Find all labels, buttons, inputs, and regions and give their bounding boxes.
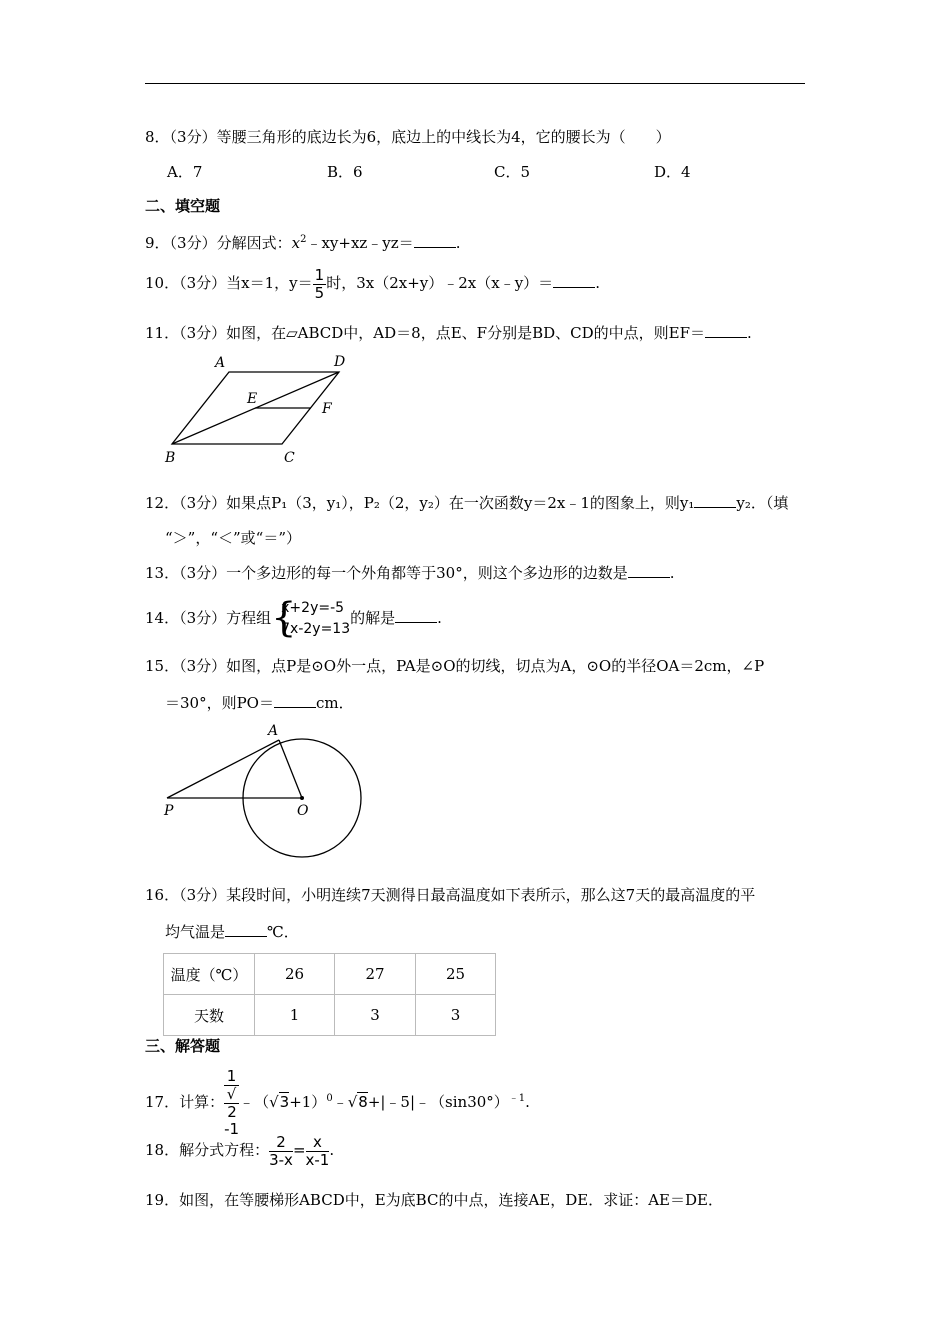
q14-end: .: [437, 609, 442, 627]
table-cell: 25: [416, 954, 496, 995]
table-row: [164, 995, 496, 1036]
label-b: B: [165, 450, 176, 466]
option-d[interactable]: D．4: [654, 163, 691, 181]
q10-frac-den: 5: [314, 283, 325, 302]
q18-right-fraction: [306, 1134, 330, 1169]
question-16-line2: [165, 922, 299, 942]
answer-blank[interactable]: [225, 922, 267, 937]
q18-l-den: 3-x: [269, 1150, 293, 1169]
label-a: A: [268, 723, 279, 739]
q12-line1: 12．（3分）如果点P₁（3，y₁），P₂（2，y₂）在一次函数y＝2x﹣1的图象上，则y₁: [145, 494, 695, 512]
q18-end: .: [329, 1141, 335, 1159]
q14-eq2: 7x-2y=13: [281, 621, 351, 637]
q15-line2-pre: ＝30°，则PO＝: [165, 694, 274, 712]
question-15: 15．（3分）如图，点P是⊙O外一点，PA是⊙O的切线，切点为A，⊙O的半径OA＝2cm，∠P: [145, 657, 765, 675]
option-b[interactable]: B．6: [327, 163, 363, 181]
q12-line2: “＞”，“＜”或“＝”）: [165, 529, 302, 547]
q18-r-num: x: [306, 1134, 330, 1152]
option-c[interactable]: C．5: [494, 163, 531, 181]
question-19: 19．如图，在等腰梯形ABCD中，E为底BC的中点，连接AE，DE．求证：AE＝DE．: [145, 1191, 723, 1209]
q10-end: .: [595, 274, 600, 292]
q10-x-eq: x＝1，: [241, 274, 290, 292]
section-fill-in: 二、填空题: [145, 197, 221, 215]
question-16: 16．（3分）某段时间，小明连续7天测得日最高温度如下表所示，那么这7天的最高温度的平: [145, 886, 756, 904]
label-d: D: [334, 354, 346, 370]
question-12: [145, 493, 788, 513]
table-header-cell: 温度（℃）: [164, 954, 255, 995]
question-9: [145, 230, 460, 253]
circle-tangent-figure: [160, 718, 370, 863]
q17-rad3: 3: [279, 1093, 290, 1111]
answer-blank[interactable]: [705, 323, 747, 338]
label-o: O: [297, 803, 309, 819]
q17-part3: +1）: [289, 1093, 327, 1111]
question-15-line2: [165, 693, 354, 713]
q17-prefix: 17．计算：: [145, 1093, 225, 1111]
answer-blank[interactable]: [395, 608, 437, 623]
section-solutions: 三、解答题: [145, 1037, 221, 1055]
q11-end: .: [746, 324, 752, 342]
q17-part5: +|﹣5|﹣（sin30°）: [367, 1093, 509, 1111]
sqrt8: √8: [347, 1093, 368, 1111]
q18-left-fraction: [269, 1134, 293, 1169]
table-cell: 26: [255, 954, 335, 995]
q17-exp-neg1: ﹣1: [508, 1093, 526, 1104]
q14-eq1: x+2y=-5: [281, 600, 345, 616]
table-cell: 3: [416, 995, 496, 1036]
temperature-table: [163, 953, 496, 1036]
table-cell: 27: [335, 954, 416, 995]
equation-system: [271, 595, 351, 641]
q14-prefix: 14．（3分）方程组: [145, 609, 272, 627]
q9-exp: 2: [300, 234, 307, 245]
q9-end: .: [455, 234, 461, 252]
table-header-cell: 天数: [164, 995, 255, 1036]
q13-text: 13．（3分）一个多边形的每一个外角都等于30°，则这个多边形的边数是: [145, 564, 628, 582]
q16-line2-post: ℃．: [267, 923, 299, 941]
answer-blank[interactable]: [628, 563, 670, 578]
answer-blank[interactable]: [274, 693, 316, 708]
label-e: E: [247, 391, 258, 407]
q18-prefix: 18．解分式方程：: [145, 1141, 270, 1159]
parallelogram-figure: [160, 350, 360, 470]
brace-icon: {: [271, 595, 297, 641]
label-f: F: [322, 401, 332, 417]
question-18: [145, 1128, 334, 1172]
q18-r-den: x-1: [305, 1150, 330, 1169]
q11-text: 11．（3分）如图，在▱ABCD中，AD＝8，点E、F分别是BD、CD的中点，则EF＝: [145, 324, 705, 342]
question-8-text: 8．（3分）等腰三角形的底边长为6，底边上的中线长为4，它的腰长为（ ）: [145, 128, 671, 146]
q16-line2-pre: 均气温是: [165, 923, 226, 941]
q10-fraction: [313, 267, 327, 302]
radius-oa: [279, 740, 302, 798]
q17-den-rest: -1: [224, 1120, 240, 1138]
q17-part2: ﹣（: [239, 1093, 270, 1111]
label-p: P: [164, 803, 174, 819]
q17-frac-den: √ 2 -1: [224, 1085, 240, 1138]
q17-part4: ﹣: [332, 1093, 348, 1111]
sqrt3: √3: [269, 1093, 290, 1111]
table-row: [164, 954, 496, 995]
q10-y-eq: y＝: [289, 274, 313, 292]
tangent-pa: [167, 740, 279, 798]
q10-expr: 时，3x（2x+y）﹣2x（x﹣y）＝: [326, 274, 554, 292]
q18-eq: =: [292, 1141, 306, 1159]
q17-exp0: 0: [326, 1093, 333, 1104]
q17-radicand: 2: [224, 1103, 239, 1121]
q17-rad8: 8: [358, 1093, 368, 1111]
answer-blank[interactable]: [414, 233, 456, 248]
table-cell: 1: [255, 995, 335, 1036]
q9-expr: ﹣xy+xz﹣yz＝: [306, 234, 414, 252]
answer-blank[interactable]: [553, 273, 595, 288]
table-cell: 3: [335, 995, 416, 1036]
question-9-prefix: 9．（3分）分解因式：: [145, 234, 292, 252]
q13-end: .: [669, 564, 675, 582]
question-10: [145, 266, 600, 302]
q9-x: x: [291, 234, 301, 252]
q18-l-num: 2: [269, 1134, 293, 1152]
label-c: C: [284, 450, 295, 466]
q17-frac-num: 1: [224, 1068, 239, 1086]
answer-blank[interactable]: [694, 493, 736, 508]
q14-suffix: 的解是: [350, 609, 396, 627]
q10-frac-num: 1: [314, 265, 325, 284]
question-11: [145, 323, 752, 343]
q15-line2-post: cm．: [315, 694, 354, 712]
q17-end: .: [525, 1093, 530, 1111]
question-8: [145, 127, 671, 147]
center-point: [300, 796, 304, 800]
header-rule: [145, 83, 805, 84]
question-14: [145, 596, 442, 640]
q10-prefix: 10．（3分）当: [145, 274, 242, 292]
label-a: A: [215, 355, 226, 371]
question-13: [145, 563, 675, 583]
q12-line1-end: y₂．（填: [736, 494, 789, 512]
option-a[interactable]: A．7: [167, 163, 203, 181]
